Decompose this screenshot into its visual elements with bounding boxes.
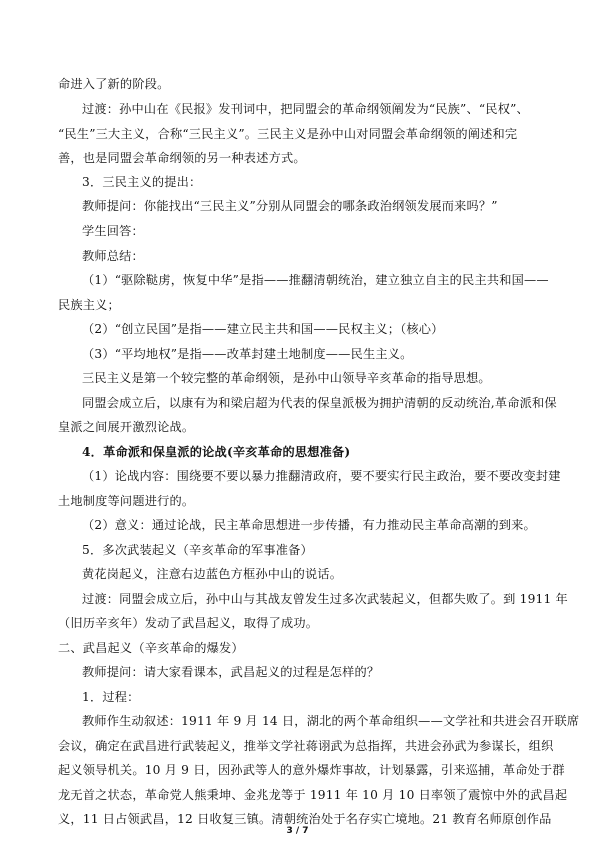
paragraph-line: 义，11 日占领武昌，12 日收复三镇。清朝统治处于名存实亡境地。21 教育名师原创作品 [58, 812, 552, 826]
paragraph-line: 土地制度等问题进行的。 [58, 494, 195, 508]
section-heading: 4．革命派和保皇派的论战(辛亥革命的思想准备) [82, 445, 351, 459]
paragraph-line: 龙无首之状态，革命党人熊秉坤、金兆龙等于 1911 年 10 月 10 日率领了震惊中外的武昌起 [58, 788, 568, 802]
list-item: （1）论战内容：围绕要不要以暴力推翻清政府，要不要实行民主政治，要不要改变封建 [82, 469, 561, 483]
section-heading: 二、武昌起义（辛亥革命的爆发） [58, 641, 244, 655]
paragraph-line: 命进入了新的阶段。 [58, 77, 170, 91]
page-number: 3 / 7 [286, 826, 309, 836]
list-item: （2）意义：通过论战，民主革命思想进一步传播，有力推动民主革命高潮的到来。 [82, 518, 536, 532]
paragraph-line: 皇派之间展开激烈论战。 [58, 420, 195, 434]
paragraph-line: “民生”三大主义，合称“三民主义”。三民主义是孙中山对同盟会革命纲领的阐述和完 [58, 127, 518, 141]
list-item: （3）“平均地权”是指——改革封建土地制度——民生主义。 [82, 347, 413, 361]
paragraph-line: 教师总结： [82, 249, 144, 263]
paragraph-line: 黄花岗起义，注意右边蓝色方框孙中山的说话。 [82, 567, 343, 581]
section-heading: 5．多次武装起义（辛亥革命的军事准备） [82, 543, 313, 557]
paragraph-line: 民族主义； [58, 298, 120, 312]
paragraph-line: 起义领导机关。10 月 9 日，因孙武等人的意外爆炸事故，计划暴露，引来巡捕，革命处于群 [58, 763, 565, 777]
section-heading: 1．过程： [82, 690, 140, 704]
paragraph-line: 教师提问：请大家看课本，武昌起义的过程是怎样的？ [82, 665, 380, 679]
paragraph-line: 过渡：同盟会成立后，孙中山与其战友曾发生过多次武装起义，但都失败了。到 1911 年 [82, 592, 568, 606]
paragraph-line: 三民主义是第一个较完整的革命纲领，是孙中山领导辛亥革命的指导思想。 [82, 371, 491, 385]
paragraph-line: 会议，确定在武昌进行武装起义，推举文学社蒋诩武为总指挥，共进会孙武为参谋长，组织 [58, 739, 554, 753]
list-item: （1）“驱除鞑虏，恢复中华”是指——推翻清朝统治，建立独立自主的民主共和国—— [82, 273, 549, 287]
paragraph-line: 教师作生动叙述：1911 年 9 月 14 日，湖北的两个革命组织——文学社和共进会召开联席 [82, 714, 580, 728]
paragraph-line: 学生回答： [82, 224, 144, 238]
paragraph-line: 善，也是同盟会革命纲领的另一种表述方式。 [58, 151, 306, 165]
section-heading: 3．三民主义的提出： [82, 175, 202, 189]
paragraph-line: 同盟会成立后，以康有为和梁启超为代表的保皇派极为拥护清朝的反动统治,革命派和保 [82, 396, 557, 410]
list-item: （2）“创立民国”是指——建立民主共和国——民权主义；（核心） [82, 322, 444, 336]
paragraph-line: 教师提问：你能找出“三民主义”分别从同盟会的哪条政治纲领发展而来吗？” [82, 199, 498, 213]
paragraph-line: （旧历辛亥年）发动了武昌起义，取得了成功。 [58, 616, 319, 630]
paragraph-line: 过渡：孙中山在《民报》发刊词中，把同盟会的革命纲领阐发为“民族”、“民权”、 [82, 102, 529, 116]
